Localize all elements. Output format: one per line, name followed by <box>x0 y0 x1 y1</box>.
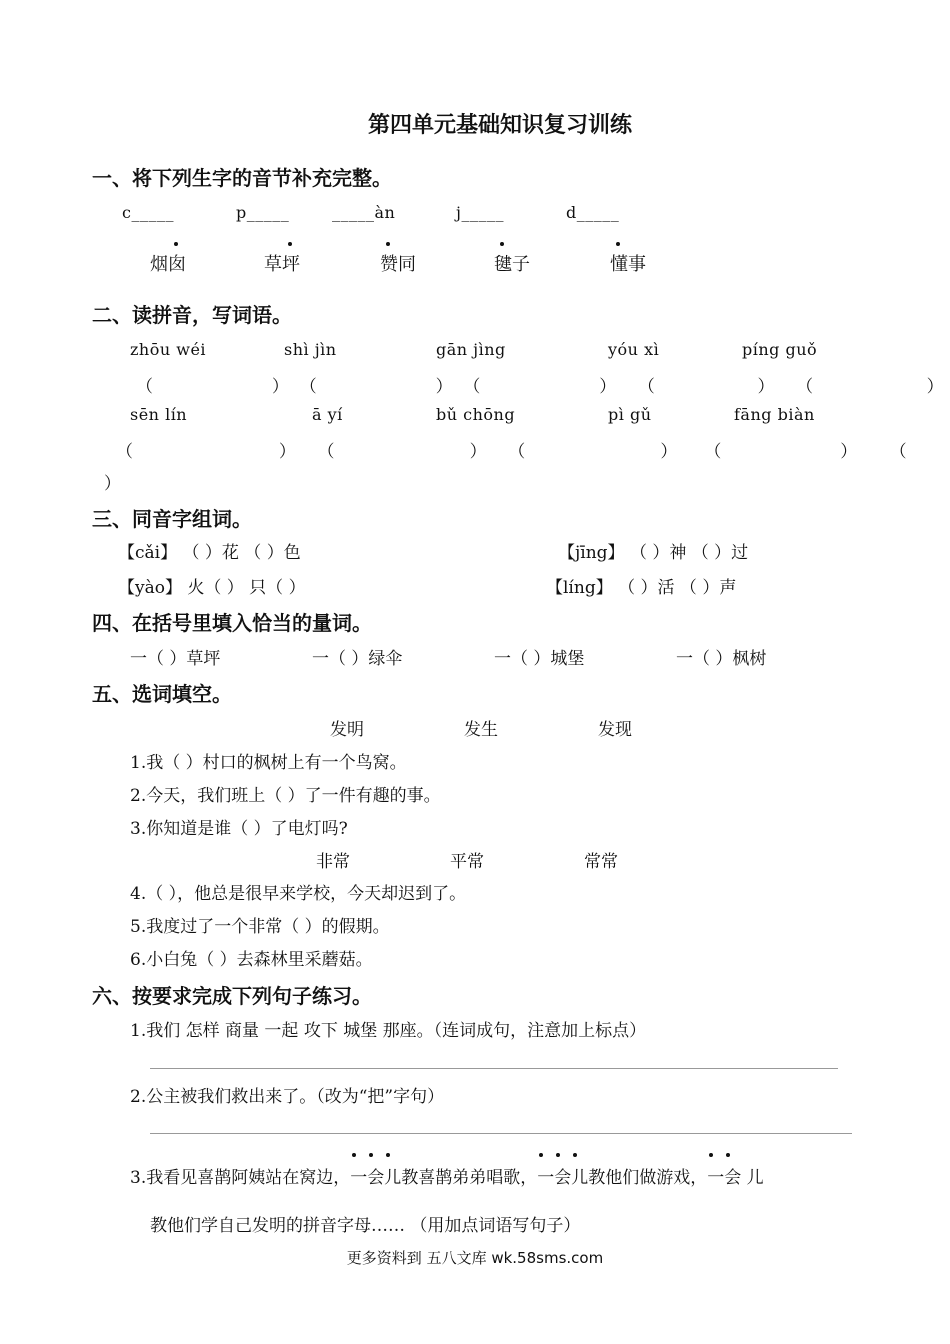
emphasis-yihuier-2: 一会儿 <box>537 1163 588 1188</box>
footer-link[interactable]: 更多资料到 五八文库 wk.58sms.com <box>346 1249 604 1267</box>
measure-word-4[interactable]: 一（ ）枫树 <box>676 649 767 669</box>
pinyin-pingguo: píng guǒ <box>742 340 818 359</box>
option-faming: 发明 <box>330 720 364 740</box>
homophone-yao[interactable]: 【yào】 火（ ） 只（ ） <box>118 578 306 598</box>
page-title: 第四单元基础知识复习训练 <box>367 113 632 138</box>
word-jianzi: 毽子 <box>494 250 530 276</box>
sentence-question-3-line1: 3.我看见喜鹊阿姨站在窝边， 一会儿教喜鹊弟弟唱歌， 一会儿教他们做游戏， 一会 儿 <box>130 1163 764 1188</box>
answer-line-1[interactable] <box>150 1068 838 1069</box>
sentence-question-3-line2: 教他们学自己发明的拼音字母…… （用加点词语写句子） <box>150 1216 581 1236</box>
section-6-heading: 六、按要求完成下列句子练习。 <box>92 984 372 1008</box>
pinyin-shijin: shì jìn <box>284 340 337 359</box>
homophone-cai[interactable]: 【cǎi】 （ ）花 （ ）色 <box>118 543 301 563</box>
pinyin-ganjing: gān jìng <box>436 340 506 359</box>
section-4-heading: 四、在括号里填入恰当的量词。 <box>92 611 372 635</box>
option-feichang: 非常 <box>316 852 350 872</box>
pinyin-pigu: pì gǔ <box>608 405 652 424</box>
pinyin-fangbian: fāng biàn <box>734 405 815 424</box>
pinyin-buchong: bǔ chōng <box>436 405 516 424</box>
option-faxian: 发现 <box>598 720 632 740</box>
sentence-question-2: 2.公主被我们救出来了。（改为“把”字句） <box>130 1087 445 1107</box>
word-yancong: 烟囱 <box>150 250 186 276</box>
section-3-heading: 三、同音字组词。 <box>92 507 252 531</box>
word-zantong: 赞同 <box>380 250 416 276</box>
answer-blanks-row2[interactable]: （ ） （ ） （ ） （ ） （ <box>116 442 907 462</box>
syllable-1: c_____ <box>122 203 174 222</box>
measure-word-3[interactable]: 一（ ）城堡 <box>494 649 585 669</box>
pinyin-ayi: ā yí <box>312 405 343 424</box>
answer-blanks-row1[interactable]: （ ） （ ） （ ） （ ） （ ） <box>136 377 944 397</box>
emphasis-yihuier-1: 一会儿 <box>350 1163 401 1188</box>
word-caoping: 草坪 <box>264 250 300 276</box>
section-2-heading: 二、读拼音，写词语。 <box>92 303 292 327</box>
fill-question-5[interactable]: 5.我度过了一个非常（ ）的假期。 <box>130 917 390 937</box>
pinyin-senlin: sēn lín <box>130 405 188 424</box>
answer-line-2[interactable] <box>150 1133 852 1134</box>
fill-question-2[interactable]: 2.今天，我们班上（ ）了一件有趣的事。 <box>130 786 441 806</box>
syllable-4: j_____ <box>456 203 504 222</box>
fill-question-4[interactable]: 4.（ ），他总是很早来学校，今天却迟到了。 <box>130 884 467 904</box>
syllable-2: p_____ <box>236 203 290 222</box>
syllable-5: d_____ <box>566 203 620 222</box>
fill-question-3[interactable]: 3.你知道是谁（ ）了电灯吗? <box>130 819 348 839</box>
syllable-3: _____àn <box>332 203 396 222</box>
option-changchang: 常常 <box>584 852 618 872</box>
word-dongshi: 懂事 <box>610 250 646 276</box>
answer-blank-close: ） <box>104 474 121 494</box>
homophone-jing[interactable]: 【jīng】 （ ）神 （ ）过 <box>558 543 749 563</box>
homophone-ling[interactable]: 【líng】 （ ）活 （ ）声 <box>546 578 737 598</box>
fill-question-1[interactable]: 1.我（ ）村口的枫树上有一个鸟窝。 <box>130 753 407 773</box>
sentence-question-1: 1.我们 怎样 商量 一起 攻下 城堡 那座。（连词成句，注意加上标点） <box>130 1021 647 1041</box>
option-pingchang: 平常 <box>450 852 484 872</box>
section-5-heading: 五、选词填空。 <box>92 682 232 706</box>
measure-word-1[interactable]: 一（ ）草坪 <box>130 649 221 669</box>
pinyin-zhouwei: zhōu wéi <box>130 340 207 359</box>
option-fasheng: 发生 <box>464 720 498 740</box>
section-1-heading: 一、将下列生字的音节补充完整。 <box>92 166 392 190</box>
pinyin-youxi: yóu xì <box>608 340 660 359</box>
measure-word-2[interactable]: 一（ ）绿伞 <box>312 649 403 669</box>
fill-question-6[interactable]: 6.小白兔（ ）去森林里采蘑菇。 <box>130 950 373 970</box>
emphasis-yihuier-3: 一会 儿 <box>707 1163 763 1188</box>
